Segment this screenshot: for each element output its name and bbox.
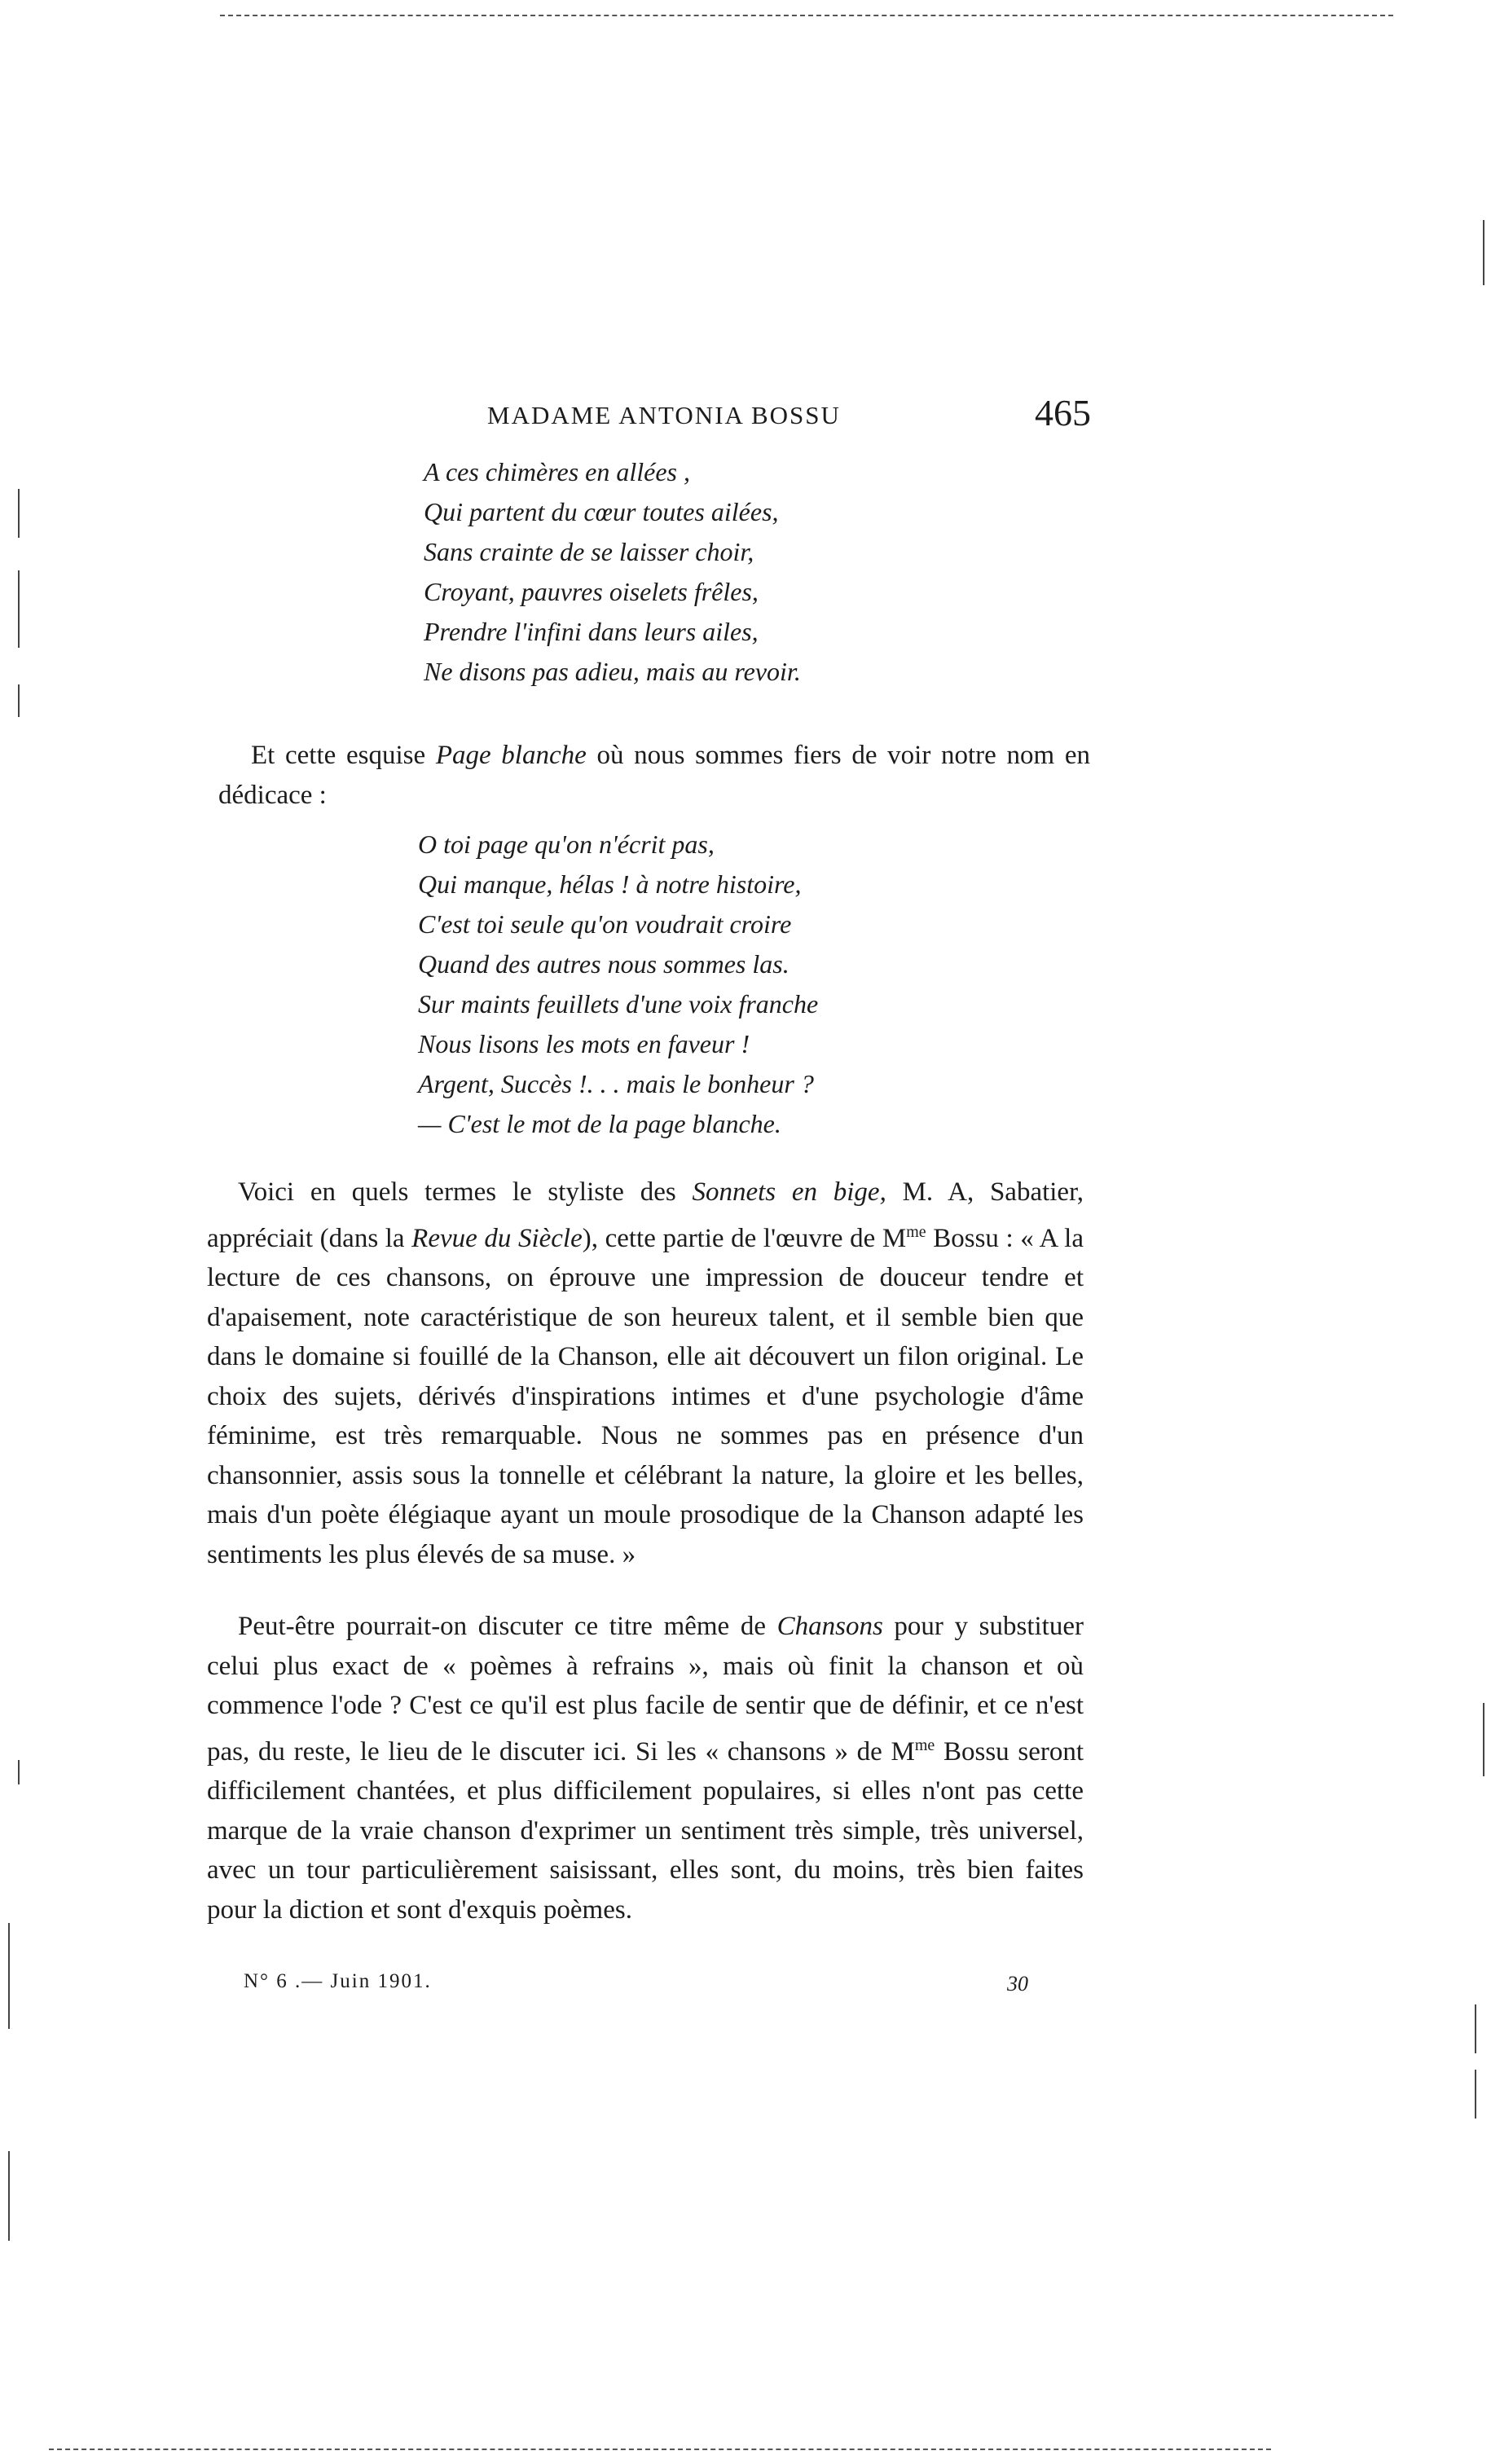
verse-line: A ces chimères en allées , bbox=[424, 457, 690, 486]
verse-line: Quand des autres nous sommes las. bbox=[418, 949, 789, 979]
paragraph-text: ), cette partie de l'œuvre de M bbox=[582, 1223, 907, 1253]
sheet-number: 30 bbox=[1007, 1972, 1028, 1995]
left-edge-mark bbox=[18, 684, 20, 717]
paragraph-text: pour y substituer celui plus exact de « poèmes à refrains », mais où finit la chanson et où commence l'ode ? C'est ce qu'il est plus facile de sentir que de définir, et ce n'est pas, du reste, le lieu de le discuter ici. Si les « chansons » de M bbox=[207, 1612, 1084, 1767]
scan-bottom-line bbox=[49, 2449, 1271, 2450]
left-edge-mark bbox=[8, 2151, 10, 2241]
verse-line: Nous lisons les mots en faveur ! bbox=[418, 1029, 750, 1058]
paragraph-text: Bossu seront difficilement chantées, et plus difficilement populaires, si elles n'ont pas cette marque de la vraie chanson d'exprimer un sentiment très simple, très universel, avec un tour particulièrement saisissant, elles sont, du moins, très bien faites pour la diction et sont d'exquis poèmes. bbox=[207, 1736, 1084, 1925]
genre-title: Chansons bbox=[776, 1612, 883, 1641]
running-head: MADAME ANTONIA BOSSU bbox=[487, 401, 841, 429]
verse-line: Argent, Succès !. . . mais le bonheur ? bbox=[418, 1069, 814, 1098]
verse-line: Croyant, pauvres oiselets frêles, bbox=[424, 577, 759, 606]
verse-line: Qui manque, hélas ! à notre histoire, bbox=[418, 869, 802, 899]
right-edge-mark bbox=[1475, 2004, 1476, 2053]
verse-line: Sans crainte de se laisser choir, bbox=[424, 537, 754, 566]
paragraph-text: Voici en quels termes le styliste des bbox=[238, 1177, 693, 1207]
right-edge-mark bbox=[1483, 1703, 1484, 1776]
right-edge-mark bbox=[1483, 220, 1484, 285]
verse-line: Ne disons pas adieu, mais au revoir. bbox=[424, 657, 801, 686]
paragraph-text: Bossu : « A la lecture de ces chansons, on éprouve une impression de douceur tendre et d'apaisement, note caractéristique de son heureux talent, et il semble bien que dans le domaine si fouillé de la Chanson, elle ait découvert un filon original. Le choix des sujets, dérivés d'inspirations intimes et d'une psychologie d'âme féminime, est très remarquable. Nous ne sommes pas en présence d'un chansonnier, assis sous la tonnelle et célébrant la nature, la gloire et les belles, mais d'un poète élégiaque ayant un moule prosodique de la Chanson adapté les sentiments les plus élevés de sa muse. » bbox=[207, 1223, 1084, 1569]
superscript: me bbox=[914, 1736, 935, 1754]
body-paragraph-one bbox=[207, 1173, 1084, 1574]
page-number: 465 bbox=[1035, 392, 1091, 433]
issue-line: N° 6 .— Juin 1901. bbox=[244, 1970, 432, 1992]
intro-text: Et cette esquise bbox=[251, 741, 436, 770]
paragraph-text: Peut-être pourrait-on discuter ce titre même de bbox=[238, 1612, 777, 1641]
intro-paragraph bbox=[218, 736, 1090, 815]
right-edge-mark bbox=[1475, 2070, 1476, 2119]
left-edge-mark bbox=[18, 570, 20, 648]
journal-title: Revue du Siècle bbox=[411, 1223, 583, 1253]
poem-two bbox=[418, 825, 818, 1144]
verse-line: — C'est le mot de la page blanche. bbox=[418, 1109, 781, 1138]
left-edge-mark bbox=[18, 1760, 20, 1784]
verse-line: Sur maints feuillets d'une voix franche bbox=[418, 989, 819, 1019]
intro-text: où nous sommes fiers de voir notre nom en dédicace : bbox=[218, 741, 1090, 810]
body-paragraph-two bbox=[207, 1607, 1084, 1929]
verse-line: C'est toi seule qu'on voudrait croire bbox=[418, 909, 792, 939]
paragraph-text: M. A, Sabatier, appréciait (dans la bbox=[207, 1177, 1084, 1253]
scan-top-line bbox=[220, 15, 1393, 16]
superscript: me bbox=[906, 1222, 926, 1241]
left-edge-mark bbox=[8, 1923, 10, 2029]
verse-line: Qui partent du cœur toutes ailées, bbox=[424, 497, 779, 526]
verse-line: Prendre l'infini dans leurs ailes, bbox=[424, 617, 759, 646]
verse-line: O toi page qu'on n'écrit pas, bbox=[418, 829, 715, 859]
poem-one bbox=[424, 452, 801, 692]
left-edge-mark bbox=[18, 489, 20, 538]
book-title: Sonnets en bige, bbox=[692, 1177, 886, 1207]
poem-title: Page blanche bbox=[435, 741, 587, 770]
